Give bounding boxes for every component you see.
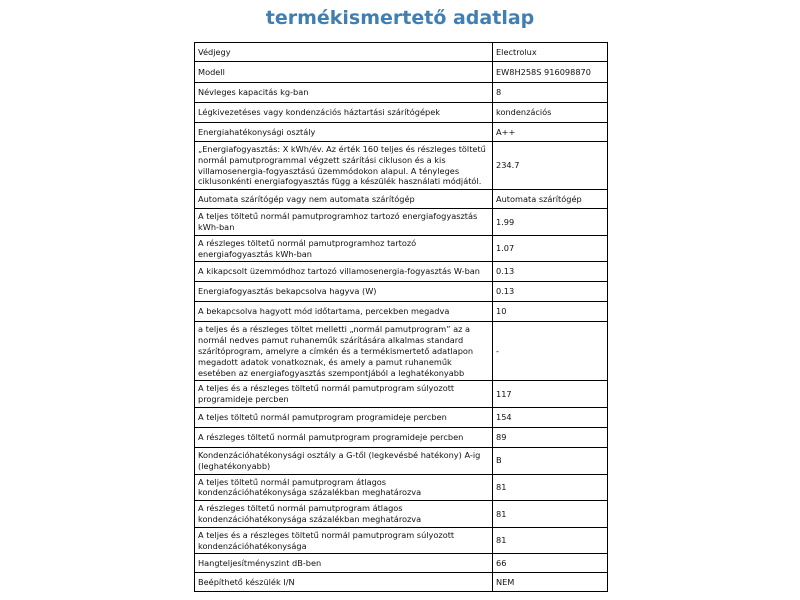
table-row (195, 501, 608, 528)
row-value: NEM (493, 573, 608, 592)
row-value: 234.7 (493, 142, 608, 190)
table-row (195, 83, 608, 103)
row-value: EW8H258S 916098870 (493, 62, 608, 83)
table-row (195, 209, 608, 236)
row-label: Beépíthető készülék I/N (195, 573, 493, 592)
row-label: A részleges töltetű normál pamutprogram programideje percben (195, 427, 493, 447)
row-label: A bekapcsolva hagyott mód időtartama, percekben megadva (195, 302, 493, 322)
table-row (195, 322, 608, 381)
row-value: 81 (493, 527, 608, 554)
row-label: A teljes és a részleges töltetű normál pamutprogram súlyozott programideje percben (195, 381, 493, 408)
table-row (195, 43, 608, 62)
row-label: a teljes és a részleges töltet melletti „normál pamutprogram” az a normál nedves pamut ruhaneműk szárítására alkalmas standard szárítóprogram, amelyre a címkén és a termékismertető adatlapon megadott adatok vonatkoznak, és amely a pamut ruhaneműk esetében az energiafogyasztás szempontjából a leghatékonyabb (195, 322, 493, 381)
table-row (195, 62, 608, 83)
table-row (195, 123, 608, 142)
row-label: „Energiafogyasztás: X kWh/év. Az érték 160 teljes és részleges töltetű normál pamutprogrammal végzett szárítási cikluson és a kis villamosenergia-fogyasztású üzemmódokon alapul. A tényleges ciklusonkénti energiafogyasztás függ a készülék használati módjától. (195, 142, 493, 190)
table-row (195, 282, 608, 302)
row-label: Modell (195, 62, 493, 83)
row-label: Névleges kapacitás kg-ban (195, 83, 493, 103)
row-label: A részleges töltetű normál pamutprogramhoz tartozó energiafogyasztás kWh-ban (195, 235, 493, 262)
table-row (195, 407, 608, 427)
row-label: A kikapcsolt üzemmódhoz tartozó villamosenergia-fogyasztás W-ban (195, 262, 493, 282)
table-row (195, 262, 608, 282)
row-value: - (493, 322, 608, 381)
row-value: 1.99 (493, 209, 608, 236)
row-label: Energiahatékonysági osztály (195, 123, 493, 142)
row-label: A teljes töltetű normál pamutprogram átlagos kondenzációhatékonysága százalékban meghatározva (195, 474, 493, 501)
product-data-table (194, 42, 608, 592)
row-label: Védjegy (195, 43, 493, 62)
row-value: Electrolux (493, 43, 608, 62)
row-value: 0.13 (493, 282, 608, 302)
row-value: 117 (493, 381, 608, 408)
table-row (195, 190, 608, 209)
row-label: A részleges töltetű normál pamutprogram átlagos kondenzációhatékonysága százalékban meghatározva (195, 501, 493, 528)
table-row (195, 474, 608, 501)
row-label: A teljes töltetű normál pamutprogram programideje percben (195, 407, 493, 427)
row-label: Légkivezetéses vagy kondenzációs háztartási szárítógépek (195, 103, 493, 123)
row-value: 154 (493, 407, 608, 427)
row-value: 81 (493, 474, 608, 501)
row-label: Hangteljesítményszint dB-ben (195, 554, 493, 573)
table-row (195, 381, 608, 408)
row-label: A teljes és a részleges töltetű normál pamutprogram súlyozott kondenzációhatékonysága (195, 527, 493, 554)
table-row (195, 427, 608, 447)
row-value: B (493, 447, 608, 474)
row-value: 81 (493, 501, 608, 528)
row-value: kondenzációs (493, 103, 608, 123)
row-value: 89 (493, 427, 608, 447)
table-row (195, 447, 608, 474)
row-value: 0.13 (493, 262, 608, 282)
row-value: 1.07 (493, 235, 608, 262)
row-label: Automata szárítógép vagy nem automata szárítógép (195, 190, 493, 209)
table-row (195, 527, 608, 554)
row-label: Kondenzációhatékonysági osztály a G-től (legkevésbé hatékony) A-ig (leghatékonyabb) (195, 447, 493, 474)
table-row (195, 103, 608, 123)
row-value: 66 (493, 554, 608, 573)
row-label: Energiafogyasztás bekapcsolva hagyva (W) (195, 282, 493, 302)
table-row (195, 554, 608, 573)
row-value: 10 (493, 302, 608, 322)
table-row (195, 235, 608, 262)
row-value: Automata szárítógép (493, 190, 608, 209)
page-title: termékismertető adatlap (265, 7, 535, 29)
row-label: A teljes töltetű normál pamutprogramhoz tartozó energiafogyasztás kWh-ban (195, 209, 493, 236)
table-row (195, 573, 608, 592)
table-row (195, 302, 608, 322)
table-row (195, 142, 608, 190)
row-value: A++ (493, 123, 608, 142)
row-value: 8 (493, 83, 608, 103)
